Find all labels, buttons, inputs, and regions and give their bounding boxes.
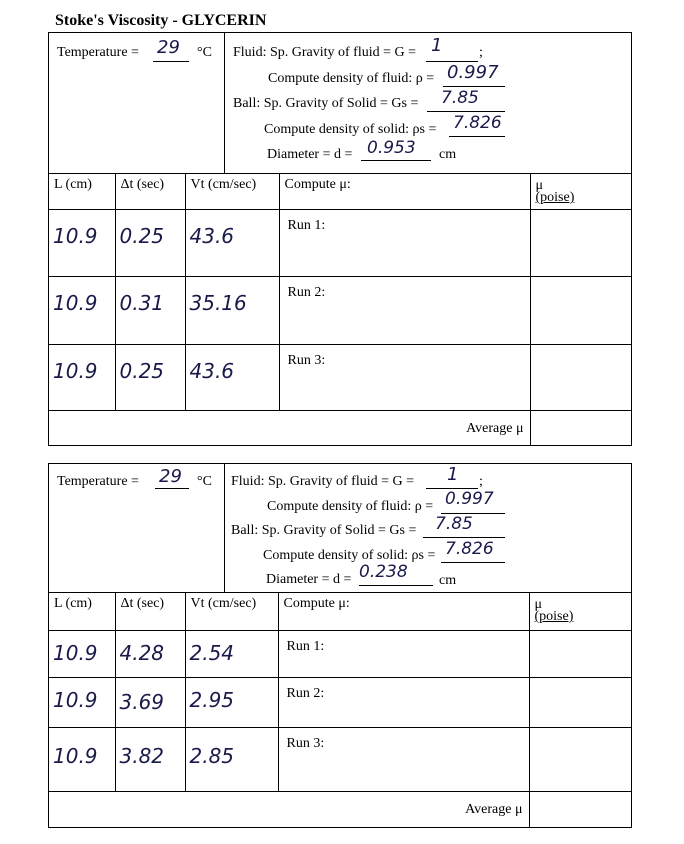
solid-density-value: 7.826	[445, 539, 494, 559]
solid-density-label: Compute density of solid: ρs =	[264, 122, 437, 137]
run1-velocity: 2.54	[185, 630, 278, 677]
run2-velocity: 2.95	[185, 677, 278, 727]
average-label: Average μ	[49, 791, 529, 827]
table-row	[49, 727, 631, 791]
semicolon: ;	[479, 45, 483, 60]
run3-length: 10.9	[49, 727, 115, 791]
run1-delta-t: 0.25	[115, 209, 185, 276]
col-mu	[529, 593, 631, 630]
run2-length: 10.9	[49, 677, 115, 727]
run3-length: 10.9	[49, 344, 115, 410]
run2-delta-t: 3.69	[115, 677, 185, 727]
run1-label: Run 1:	[287, 217, 326, 233]
sheet-header	[49, 464, 631, 593]
mu-symbol: μ	[534, 597, 543, 612]
run3-mu	[529, 727, 631, 791]
col-mu	[530, 174, 631, 209]
table-row	[49, 677, 631, 727]
run1-length: 10.9	[49, 209, 115, 276]
temperature-cell	[49, 33, 225, 173]
run3-compute	[278, 727, 529, 791]
diameter-value: 0.953	[367, 138, 416, 158]
col-length: L (cm)	[49, 593, 115, 630]
temperature-label: Temperature =	[57, 474, 139, 489]
run2-velocity: 35.16	[185, 276, 279, 344]
sheet-header	[49, 33, 631, 174]
run2-mu	[530, 276, 631, 344]
run1-label: Run 1:	[286, 638, 325, 654]
mu-unit: (poise)	[535, 190, 575, 205]
run3-delta-t: 3.82	[115, 727, 185, 791]
average-label: Average μ	[49, 410, 530, 445]
cm-unit: cm	[439, 147, 457, 162]
celsius-unit: °C	[197, 45, 212, 60]
run2-label: Run 2:	[287, 284, 326, 300]
fluid-density-value: 0.997	[447, 62, 499, 83]
run3-mu	[530, 344, 631, 410]
cm-unit: cm	[439, 573, 457, 588]
col-compute-mu: Compute μ:	[279, 174, 530, 209]
temperature-value: 29	[157, 37, 180, 58]
solid-density-value: 7.826	[453, 113, 502, 133]
col-length: L (cm)	[49, 174, 115, 209]
diameter-value: 0.238	[359, 562, 408, 582]
average-value	[530, 410, 631, 445]
run3-delta-t: 0.25	[115, 344, 185, 410]
run3-compute	[279, 344, 530, 410]
average-row	[49, 410, 631, 445]
solid-density-label: Compute density of solid: ρs =	[263, 548, 436, 563]
run1-length: 10.9	[49, 630, 115, 677]
data-sheet-1	[48, 32, 632, 446]
mu-unit: (poise)	[534, 609, 574, 624]
run2-label: Run 2:	[286, 685, 325, 701]
run3-velocity: 2.85	[185, 727, 278, 791]
table-row	[49, 276, 631, 344]
run3-label: Run 3:	[287, 352, 326, 368]
fluid-sg-label: Fluid: Sp. Gravity of fluid = G =	[231, 474, 415, 489]
run1-compute	[278, 630, 529, 677]
temperature-label: Temperature =	[57, 45, 139, 60]
run1-velocity: 43.6	[185, 209, 279, 276]
ball-sg-value: 7.85	[435, 514, 473, 534]
table-row	[49, 209, 631, 276]
page-title: Stoke's Viscosity - GLYCERIN	[55, 12, 267, 29]
run1-mu	[530, 209, 631, 276]
fluid-sg-label: Fluid: Sp. Gravity of fluid = G =	[233, 45, 417, 60]
table-row	[49, 630, 631, 677]
temperature-cell	[49, 464, 225, 592]
run3-velocity: 43.6	[185, 344, 279, 410]
diameter-label: Diameter = d =	[266, 572, 352, 587]
col-delta-t: Δt (sec)	[115, 593, 185, 630]
run2-delta-t: 0.31	[115, 276, 185, 344]
ball-sg-value: 7.85	[441, 88, 479, 108]
diameter-label: Diameter = d =	[267, 147, 353, 162]
average-value	[529, 791, 631, 827]
data-sheet-2	[48, 463, 632, 828]
run1-compute	[279, 209, 530, 276]
average-row	[49, 791, 631, 827]
table-row	[49, 344, 631, 410]
fluid-sg-value: 1	[431, 35, 443, 56]
run1-mu	[529, 630, 631, 677]
run2-mu	[529, 677, 631, 727]
semicolon: ;	[479, 474, 483, 489]
run3-label: Run 3:	[286, 735, 325, 751]
mu-symbol: μ	[535, 178, 544, 193]
run2-compute	[278, 677, 529, 727]
celsius-unit: °C	[197, 474, 212, 489]
runs-table	[49, 174, 631, 445]
col-velocity: Vt (cm/sec)	[185, 593, 278, 630]
run1-delta-t: 4.28	[115, 630, 185, 677]
col-velocity: Vt (cm/sec)	[185, 174, 279, 209]
temperature-value: 29	[159, 466, 182, 487]
col-compute-mu: Compute μ:	[278, 593, 529, 630]
fluid-sg-value: 1	[447, 464, 459, 485]
ball-sg-label: Ball: Sp. Gravity of Solid = Gs =	[231, 523, 417, 538]
run2-length: 10.9	[49, 276, 115, 344]
fluid-density-label: Compute density of fluid: ρ =	[267, 499, 434, 514]
run2-compute	[279, 276, 530, 344]
fluid-density-value: 0.997	[445, 489, 494, 509]
ball-sg-label: Ball: Sp. Gravity of Solid = Gs =	[233, 96, 419, 111]
fluid-density-label: Compute density of fluid: ρ =	[268, 71, 435, 86]
col-delta-t: Δt (sec)	[115, 174, 185, 209]
runs-table	[49, 593, 631, 827]
table-header-row	[49, 174, 631, 209]
table-header-row	[49, 593, 631, 630]
